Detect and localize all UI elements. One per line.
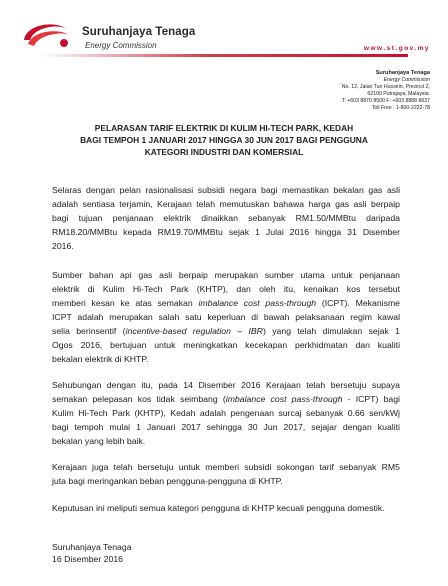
paragraph-line: elektrik di Kulim Hi-Tech Park (KHTP), dan oleh itu, kenaikan kos tersebut xyxy=(52,284,400,294)
paragraph-line: ICPT adalah merupakan salah satu keperluan di bawah pelaksanaan regim kawal xyxy=(52,312,400,322)
signature-org: Suruhanjaya Tenaga xyxy=(52,542,132,552)
address-line1: No. 12, Jalan Tun Hussein, Precinct 2, xyxy=(341,84,430,90)
paragraph-line: bagi tempoh mulai 1 Januari 2017 sehingga 30 Jun 2017, sejajar dengan kualiti xyxy=(52,422,400,432)
energy-commission-logo-icon xyxy=(20,18,74,54)
paragraph-3 xyxy=(52,378,400,448)
paragraph-line: bekalan elektrik di KHTP. xyxy=(52,354,149,364)
paragraph-line: juta bagi meringankan beban pengguna-pengguna di KHTP. xyxy=(52,476,283,486)
text-run: (ICPT). Mekanisme xyxy=(316,298,401,308)
address-block xyxy=(270,70,430,112)
paragraph-line xyxy=(52,296,400,310)
address-tollfree: Toll Free : 1-800-2222-78 xyxy=(371,105,430,111)
text-run: memberi kesan ke atas semakan xyxy=(52,298,199,308)
brand-subtitle: Energy Commission xyxy=(85,41,157,50)
signature-date: 16 Disember 2016 xyxy=(52,554,123,564)
text-run: selia berinsentif ( xyxy=(52,326,126,336)
address-name: Suruhanjaya Tenaga xyxy=(375,70,430,76)
paragraph-5 xyxy=(52,501,400,515)
title-line: KATEGORI INDUSTRI DAN KOMERSIAL xyxy=(144,147,304,157)
brand-name: Suruhanjaya Tenaga xyxy=(82,26,196,38)
paragraph-line xyxy=(52,392,400,406)
title-line: BAGI TEMPOH 1 JANUARI 2017 HINGGA 30 JUN 2017 BAGI PENGGUNA xyxy=(80,135,368,145)
paragraph-line: Kerajaan juga telah bersetuju untuk memberi subsidi sokongan tarif sebanyak RM5 xyxy=(52,462,400,472)
signature-block xyxy=(52,541,132,565)
paragraph-line: bagi tujuan penjanaan elektrik dinaikkan sebanyak RM1.50/MMBtu daripada xyxy=(52,213,400,223)
paragraph-line: RM18.20/MMBtu kepada RM19.70/MMBtu sejak 1 Julai 2016 hingga 31 Disember xyxy=(52,227,400,237)
paragraph-line: Ogos 2016, bertujuan untuk meningkatkan kecekapan perkhidmatan dan kualiti xyxy=(52,340,400,350)
italic-term: incentive-based regulation – IBR xyxy=(125,326,263,336)
paragraph-line: Selaras dengan pelan rasionalisasi subsidi negara bagi memastikan bekalan gas asli xyxy=(52,185,400,195)
italic-term: imbalance cost pass-through xyxy=(198,298,317,308)
document-title xyxy=(40,122,408,158)
paragraph-line: Sumber bahan api gas asli berpaip merupakan sumber utama untuk penjanaan xyxy=(52,270,400,280)
paragraph-line: bekalan yang lebih baik. xyxy=(52,436,146,446)
paragraph-1 xyxy=(52,183,400,253)
text-run: - ICPT) bagi xyxy=(342,394,400,404)
paragraph-line: adalah sentiasa terjamin, Kerajaan telah memutuskan bahawa harga gas asli berpaip xyxy=(52,199,400,209)
website-url[interactable]: www.st.gov.my xyxy=(363,45,430,52)
address-line2: 62100 Putrajaya, Malaysia. xyxy=(367,91,430,97)
paragraph-line: 2016. xyxy=(52,241,74,251)
address-subname: Energy Commission xyxy=(383,77,430,83)
italic-term: imbalance cost pass-through xyxy=(225,394,343,404)
title-line: PELARASAN TARIF ELEKTRIK DI KULIM HI-TECH PARK, KEDAH xyxy=(94,123,354,133)
paragraph-line: Sehubungan dengan itu, pada 14 Disember 2016 Kerajaan telah bersetuju supaya xyxy=(52,380,400,390)
paragraph-line xyxy=(52,324,400,338)
text-run: ) yang telah dimulakan sejak 1 xyxy=(262,326,401,336)
letterhead xyxy=(0,0,448,70)
text-run: semakan pelepasan kos tidak seimbang ( xyxy=(52,394,226,404)
address-phone: T: +603 8870 8500 F: +603 8888 8637 xyxy=(341,98,430,104)
paragraph-4 xyxy=(52,460,400,488)
header-accent-bar xyxy=(40,54,408,57)
paragraph-2 xyxy=(52,268,400,366)
paragraph-line: Kulim Hi-Tech Park (KHTP), Kedah adalah pengenaan surcaj sebanyak 0.66 sen/kWj xyxy=(52,408,400,418)
paragraph-line: Keputusan ini meliputi semua kategori pengguna di KHTP kecuali pengguna domestik. xyxy=(52,503,385,513)
